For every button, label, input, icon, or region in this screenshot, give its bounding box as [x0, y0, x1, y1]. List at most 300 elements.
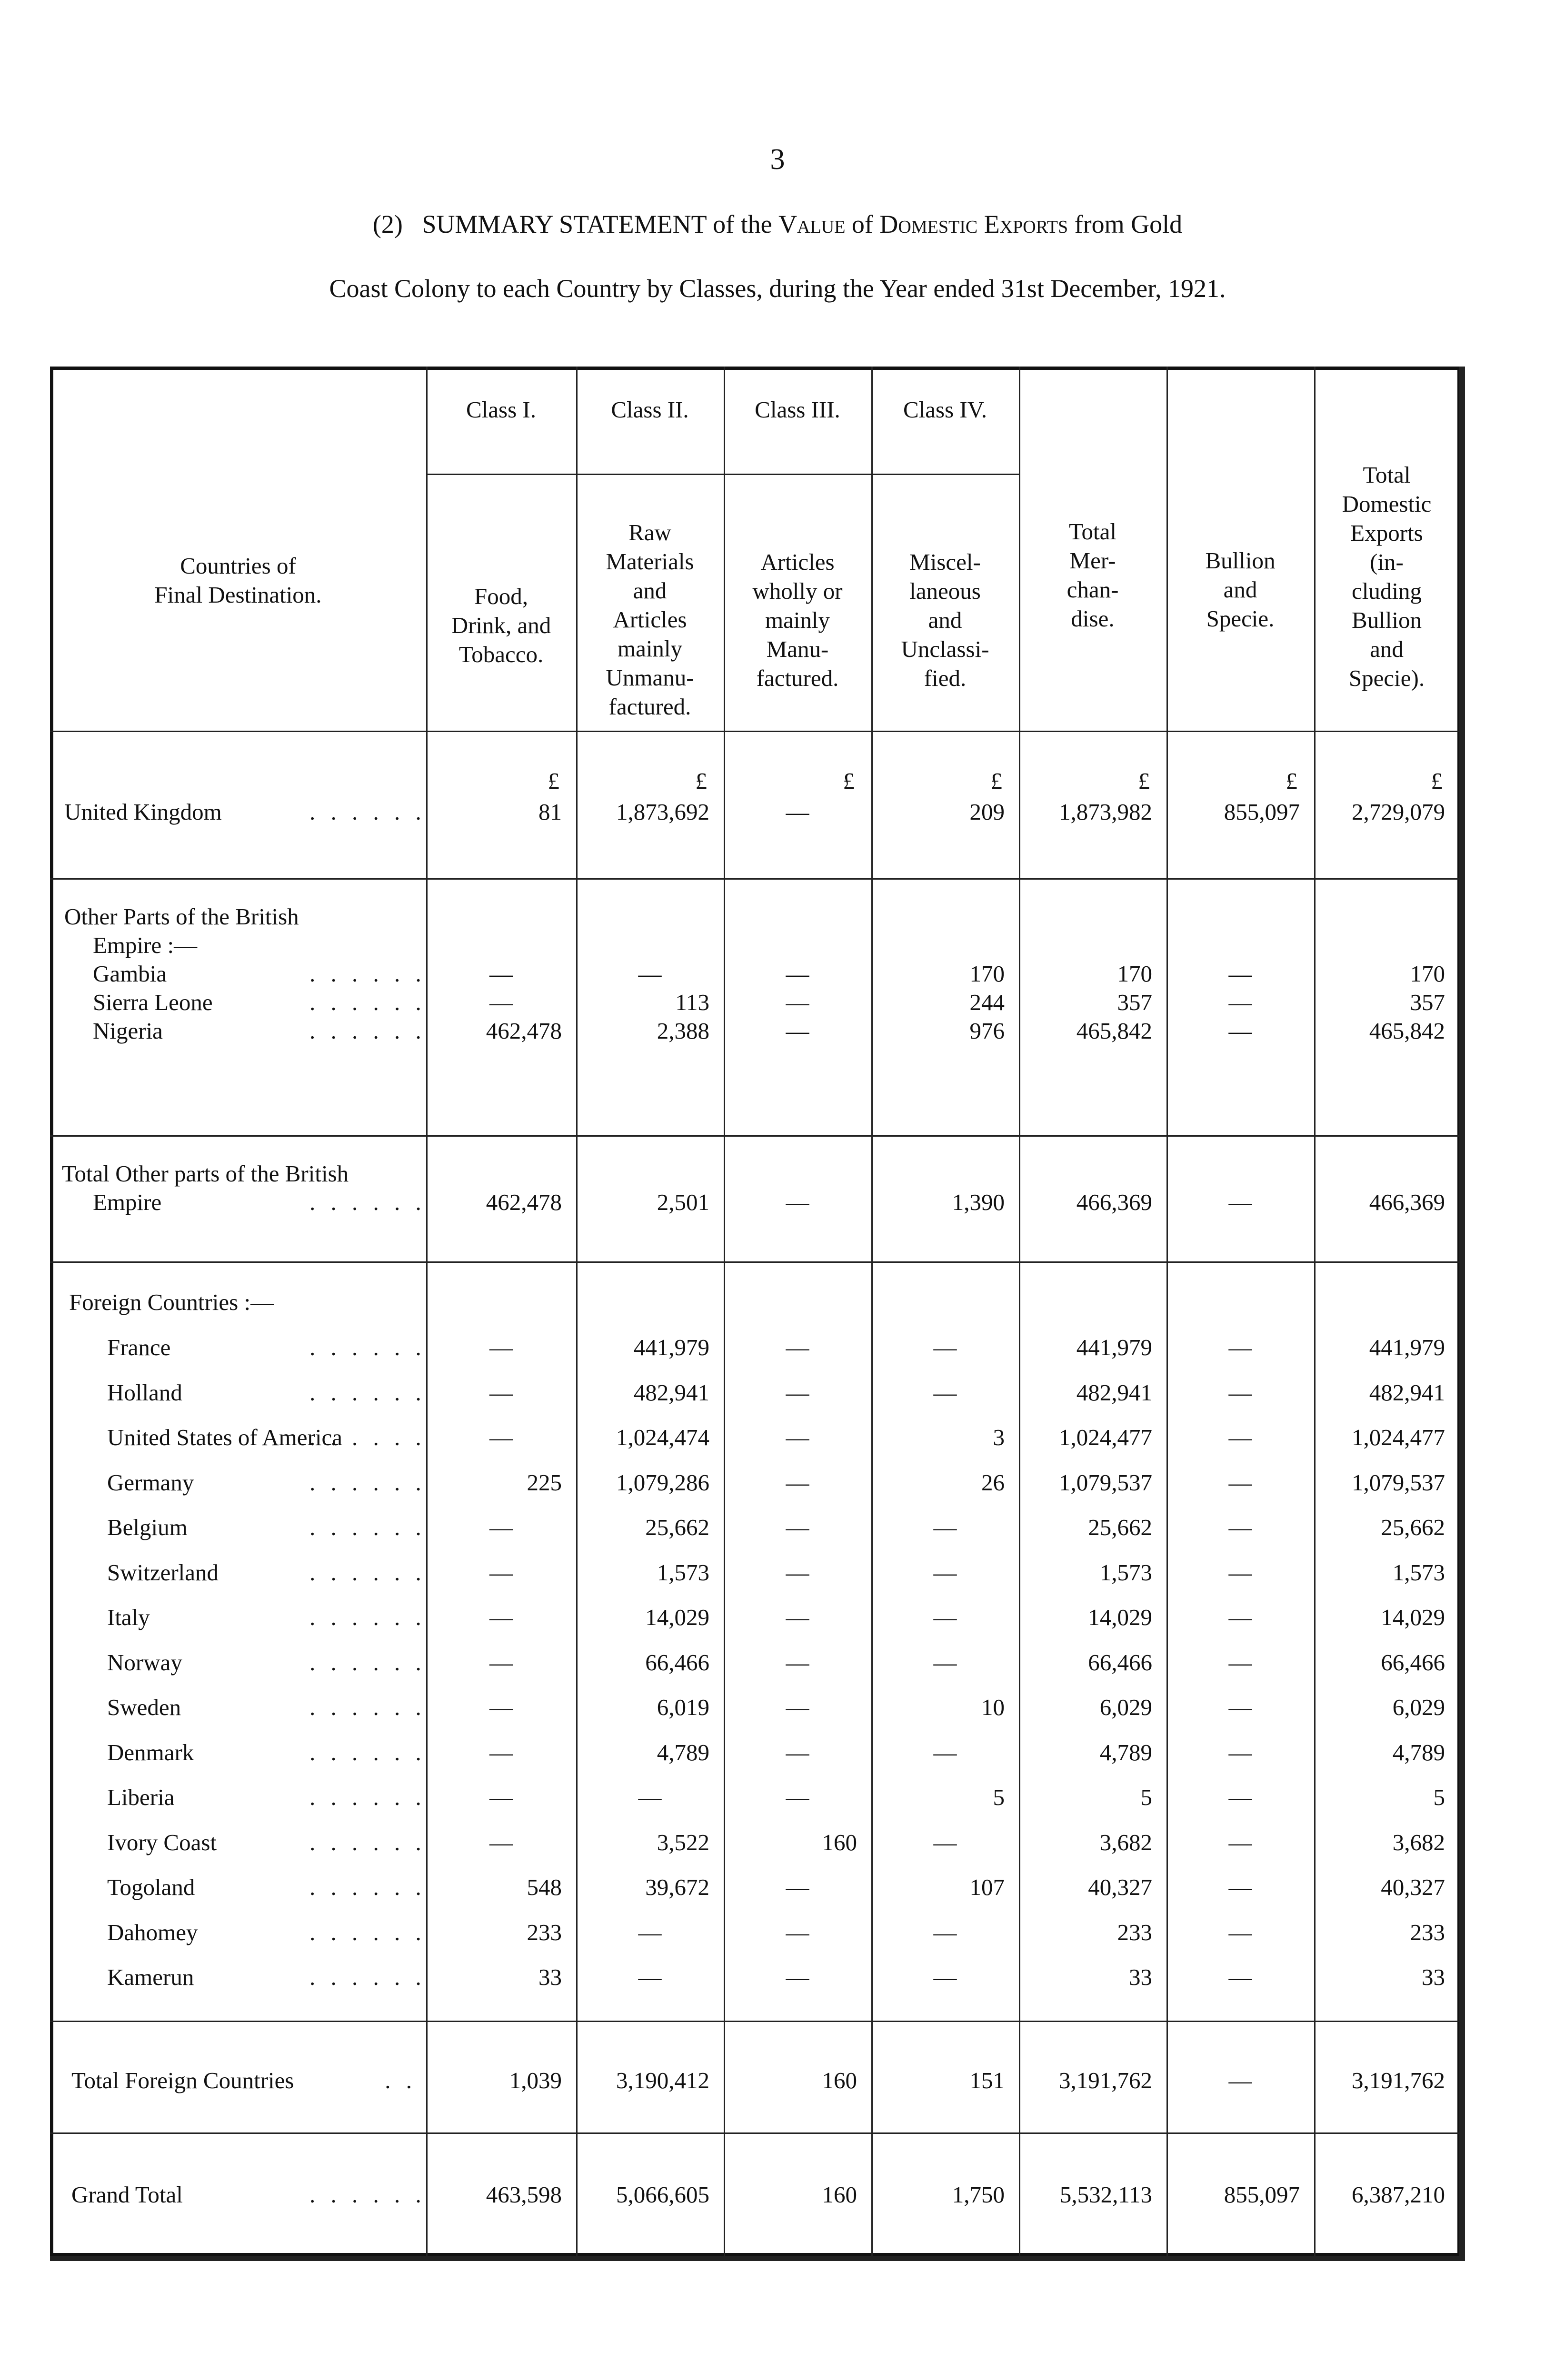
manufactured-articles-header-line: Manu-: [766, 636, 829, 662]
row-dahomey-value: 233: [1117, 1919, 1152, 1945]
row-nigeria-value: —: [786, 1018, 809, 1044]
row-belgium-value: 25,662: [1381, 1514, 1445, 1540]
total-domestic-exports-header-line: Total: [1363, 462, 1411, 488]
row-italy-value: 14,029: [645, 1604, 709, 1630]
row-belgium-text: Belgium: [107, 1514, 188, 1540]
row-nigeria-value: 465,842: [1076, 1018, 1152, 1044]
row-sierra-leone-value: 244: [969, 989, 1005, 1015]
row-denmark-value: 4,789: [657, 1739, 709, 1765]
row-france-value: —: [786, 1334, 809, 1360]
row-switzerland-value: —: [489, 1559, 513, 1586]
row-gambia-value: 170: [1117, 961, 1152, 987]
title-domestic-exports: Domestic Exports: [879, 210, 1068, 238]
leader-dots: . . . . . .: [309, 1514, 426, 1540]
leader-dots: . . . . . .: [309, 961, 426, 987]
row-france-text: France: [107, 1334, 171, 1360]
row-togoland: [107, 1873, 195, 1902]
row-united-states-of-america-value: —: [489, 1424, 513, 1450]
leader-dots: . . . . . .: [309, 1018, 426, 1044]
total-foreign-countries-value: 1,039: [509, 2067, 562, 2093]
miscellaneous-header-line: laneous: [909, 578, 981, 604]
total-merchandise-header-line: chan-: [1067, 576, 1119, 603]
row-denmark: [107, 1738, 194, 1767]
row-france: [107, 1333, 170, 1362]
leader-dots: . . . . . .: [309, 1694, 426, 1720]
row-switzerland-value: 1,573: [1392, 1559, 1445, 1586]
section-rule-2: [50, 878, 1459, 880]
total-domestic-exports-header-line: (in-: [1370, 549, 1404, 575]
bullion-specie-header: [1166, 546, 1314, 633]
row-switzerland-value: 1,573: [657, 1559, 709, 1586]
food-drink-tobacco-header-line: Food,: [474, 583, 528, 609]
grand-total-value: 463,598: [486, 2182, 562, 2208]
row-kamerun-value: —: [933, 1964, 957, 1990]
row-france-value: —: [1228, 1334, 1252, 1360]
countries-header: [50, 551, 426, 609]
row-united-kingdom-value: 855,097: [1224, 799, 1300, 825]
currency-symbol: £: [1138, 768, 1150, 794]
grand-total-label: [71, 2180, 183, 2210]
row-togoland-value: 40,327: [1088, 1874, 1152, 1900]
leader-dots: . . . . . .: [309, 2182, 426, 2208]
row-gambia: [93, 959, 167, 989]
row-switzerland-value: 1,573: [1099, 1559, 1152, 1586]
row-denmark-value: —: [786, 1739, 809, 1765]
row-sierra-leone-text: Sierra Leone: [93, 989, 213, 1015]
total-domestic-exports-header-line: Specie).: [1348, 665, 1425, 691]
row-sweden-text: Sweden: [107, 1694, 181, 1720]
leader-dots: . . . . . .: [309, 1874, 426, 1900]
grand-total-value: 160: [822, 2182, 857, 2208]
total-british-empire-value: 1,390: [952, 1189, 1005, 1215]
leader-dots: . . . . . .: [309, 1424, 426, 1450]
row-nigeria-value: —: [1228, 1018, 1252, 1044]
british-empire-heading-text: Other Parts of the British: [64, 903, 299, 930]
row-sierra-leone-value: 357: [1117, 989, 1152, 1015]
row-switzerland-value: —: [786, 1559, 809, 1586]
row-dahomey-text: Dahomey: [107, 1919, 198, 1945]
row-liberia-value: —: [489, 1784, 513, 1810]
row-switzerland-value: —: [1228, 1559, 1252, 1586]
leader-dots: . . . . . .: [309, 1379, 426, 1406]
grand-total-value: 855,097: [1224, 2182, 1300, 2208]
row-liberia-value: —: [1228, 1784, 1252, 1810]
row-holland-value: —: [786, 1379, 809, 1406]
row-ivory-coast-value: 3,522: [657, 1829, 709, 1855]
row-france-value: —: [489, 1334, 513, 1360]
title-prefix: (2): [372, 210, 403, 238]
row-dahomey-value: 233: [527, 1919, 562, 1945]
row-france-value: 441,979: [1369, 1334, 1445, 1360]
row-ivory-coast-value: 3,682: [1392, 1829, 1445, 1855]
row-italy-value: —: [489, 1604, 513, 1630]
total-british-empire-value: 462,478: [486, 1189, 562, 1215]
row-sierra-leone-value: —: [786, 989, 809, 1015]
row-liberia-value: —: [786, 1784, 809, 1810]
total-british-empire-value: 466,369: [1076, 1189, 1152, 1215]
row-norway-value: —: [489, 1649, 513, 1676]
miscellaneous-header-line: Miscel-: [909, 549, 981, 575]
total-merchandise-header: [1019, 517, 1166, 633]
total-domestic-exports-header-line: Bullion: [1351, 607, 1422, 633]
row-ivory-coast-value: 3,682: [1099, 1829, 1152, 1855]
row-dahomey-value: 233: [1410, 1919, 1445, 1945]
row-germany-value: 225: [527, 1469, 562, 1496]
row-united-states-of-america-value: 3: [993, 1424, 1005, 1450]
row-togoland-value: 107: [969, 1874, 1005, 1900]
row-holland: [107, 1378, 182, 1408]
row-gambia-text: Gambia: [93, 961, 167, 987]
table-border-shadow-right: [1459, 367, 1465, 2260]
miscellaneous-header-line: Unclassi-: [901, 636, 989, 662]
title-line-2: Coast Colony to each Country by Classes, during the Year ended 31st December, 1921.: [329, 274, 1226, 303]
total-british-empire-value: 466,369: [1369, 1189, 1445, 1215]
row-united-kingdom: [64, 797, 222, 827]
total-foreign-countries-label-text: Total Foreign Countries: [71, 2067, 294, 2093]
row-belgium-value: —: [933, 1514, 957, 1540]
row-norway-value: 66,466: [1381, 1649, 1445, 1676]
currency-symbol: £: [1286, 768, 1297, 794]
total-foreign-countries-value: —: [1228, 2067, 1252, 2093]
row-united-states-of-america-value: —: [786, 1424, 809, 1450]
row-kamerun-value: 33: [1129, 1964, 1152, 1990]
row-norway-text: Norway: [107, 1649, 182, 1676]
bullion-specie-header-line: Specie.: [1206, 605, 1275, 632]
leader-dots: . . . . . .: [309, 1649, 426, 1676]
row-belgium-value: 25,662: [645, 1514, 709, 1540]
row-belgium-value: —: [1228, 1514, 1252, 1540]
total-domestic-exports-header-line: Exports: [1350, 520, 1423, 546]
row-gambia-value: —: [786, 961, 809, 987]
row-gambia-value: —: [1228, 961, 1252, 987]
row-sweden: [107, 1693, 181, 1722]
row-gambia-value: 170: [1410, 961, 1445, 987]
row-denmark-value: —: [933, 1739, 957, 1765]
row-italy-value: —: [786, 1604, 809, 1630]
row-belgium: [107, 1513, 188, 1542]
grand-total-value: 5,066,605: [616, 2182, 709, 2208]
class-1-header: Class I.: [466, 397, 536, 423]
row-liberia-value: 5: [993, 1784, 1005, 1810]
total-british-empire-label: [62, 1159, 349, 1189]
row-italy-value: —: [933, 1604, 957, 1630]
row-nigeria-text: Nigeria: [93, 1018, 163, 1044]
section-rule-6: [50, 2132, 1459, 2134]
class-3-header: Class III.: [755, 397, 840, 423]
row-kamerun: [107, 1963, 194, 1992]
row-united-states-of-america-value: 1,024,474: [616, 1424, 709, 1450]
countries-header-line: Final Destination.: [154, 582, 322, 608]
total-foreign-countries-value: 160: [822, 2067, 857, 2093]
row-ivory-coast-value: —: [489, 1829, 513, 1855]
row-ivory-coast-value: 160: [822, 1829, 857, 1855]
total-foreign-countries-label: [71, 2066, 294, 2095]
row-kamerun-text: Kamerun: [107, 1964, 194, 1990]
row-dahomey-value: —: [933, 1919, 957, 1945]
row-ivory-coast-text: Ivory Coast: [107, 1829, 217, 1855]
row-norway-value: —: [933, 1649, 957, 1676]
leader-dots: . . . . . .: [309, 1189, 426, 1215]
row-united-kingdom-value: 1,873,692: [616, 799, 709, 825]
row-united-states-of-america-value: 1,024,477: [1352, 1424, 1445, 1450]
row-kamerun-value: —: [638, 1964, 662, 1990]
row-holland-value: —: [489, 1379, 513, 1406]
row-sweden-value: 10: [981, 1694, 1005, 1720]
section-rule-1: [50, 731, 1459, 732]
row-france-value: —: [933, 1334, 957, 1360]
row-switzerland-text: Switzerland: [107, 1559, 219, 1586]
row-united-kingdom-value: 1,873,982: [1059, 799, 1152, 825]
total-merchandise-header-line: Total: [1069, 518, 1116, 545]
title-summary: SUMMARY STATEMENT of the: [422, 210, 772, 238]
total-british-empire-label-text: Total Other parts of the British: [62, 1160, 349, 1187]
foreign-countries-heading-text: Foreign Countries :—: [69, 1289, 274, 1315]
section-rule-4: [50, 1261, 1459, 1263]
row-gambia-value: 170: [969, 961, 1005, 987]
exports-table: [50, 367, 1466, 2261]
row-sweden-value: —: [1228, 1694, 1252, 1720]
total-british-empire-value: —: [786, 1189, 809, 1215]
row-norway-value: 66,466: [645, 1649, 709, 1676]
miscellaneous-header: [871, 547, 1019, 693]
grand-total-value: 6,387,210: [1352, 2182, 1445, 2208]
row-holland-value: 482,941: [1076, 1379, 1152, 1406]
manufactured-articles-header-line: wholly or: [752, 578, 843, 604]
row-sierra-leone-value: —: [489, 989, 513, 1015]
row-togoland-value: 548: [527, 1874, 562, 1900]
currency-symbol: £: [1431, 768, 1443, 794]
class-header-rule: [426, 474, 1019, 475]
total-foreign-countries-value: 3,191,762: [1059, 2067, 1152, 2093]
leader-dots: . . . . . .: [309, 1964, 426, 1990]
row-dahomey-value: —: [1228, 1919, 1252, 1945]
row-togoland-value: 39,672: [645, 1874, 709, 1900]
row-denmark-value: —: [489, 1739, 513, 1765]
total-domestic-exports-header-line: cluding: [1352, 578, 1422, 604]
row-nigeria-value: 976: [969, 1018, 1005, 1044]
row-liberia-value: 5: [1140, 1784, 1152, 1810]
raw-materials-header-line: factured.: [608, 694, 691, 720]
row-sweden-value: 6,029: [1099, 1694, 1152, 1720]
row-norway-value: —: [1228, 1649, 1252, 1676]
total-domestic-exports-header-line: Domestic: [1342, 491, 1432, 517]
leader-dots: . . . . . .: [309, 1919, 426, 1945]
row-kamerun-value: —: [1228, 1964, 1252, 1990]
row-united-kingdom-value: 2,729,079: [1352, 799, 1445, 825]
row-holland-value: —: [1228, 1379, 1252, 1406]
total-british-empire-label-2: [93, 1188, 161, 1217]
row-switzerland-value: —: [933, 1559, 957, 1586]
row-togoland-value: —: [786, 1874, 809, 1900]
raw-materials-header-line: Materials: [606, 548, 694, 575]
currency-symbol: £: [695, 768, 707, 794]
row-france-value: 441,979: [1076, 1334, 1152, 1360]
grand-total-value: 1,750: [952, 2182, 1005, 2208]
row-sierra-leone-value: 113: [675, 989, 709, 1015]
leader-dots: . . . . . .: [309, 1469, 426, 1496]
row-norway: [107, 1648, 182, 1677]
row-united-states-of-america-value: —: [1228, 1424, 1252, 1450]
row-sweden-value: 6,019: [657, 1694, 709, 1720]
row-nigeria-value: 2,388: [657, 1018, 709, 1044]
raw-materials-header-line: Raw: [628, 519, 671, 545]
row-germany-value: 26: [981, 1469, 1005, 1496]
row-sierra-leone-value: —: [1228, 989, 1252, 1015]
row-liberia-value: 5: [1433, 1784, 1445, 1810]
total-british-empire-label-2-text: Empire: [93, 1189, 162, 1215]
row-gambia-value: —: [638, 961, 662, 987]
total-british-empire-value: —: [1228, 1189, 1252, 1215]
british-empire-heading-2-text: Empire :—: [93, 932, 198, 958]
page-number: 3: [770, 143, 785, 176]
row-togoland-text: Togoland: [107, 1874, 195, 1900]
total-domestic-exports-header-line: and: [1370, 636, 1404, 662]
title-from-gold: from Gold: [1074, 210, 1183, 238]
row-germany-value: 1,079,537: [1059, 1469, 1152, 1496]
row-ivory-coast-value: —: [1228, 1829, 1252, 1855]
miscellaneous-header-line: fied.: [924, 665, 967, 691]
total-domestic-exports-header: [1314, 460, 1459, 693]
row-germany-value: 1,079,286: [616, 1469, 709, 1496]
manufactured-articles-header-line: factured.: [756, 665, 839, 691]
currency-symbol: £: [990, 768, 1002, 794]
row-dahomey-value: —: [638, 1919, 662, 1945]
row-sweden-value: 6,029: [1392, 1694, 1445, 1720]
total-foreign-countries-value: 3,191,762: [1352, 2067, 1445, 2093]
raw-materials-header-line: mainly: [617, 635, 683, 662]
raw-materials-header-line: and: [633, 577, 667, 604]
bullion-specie-header-line: and: [1223, 576, 1257, 603]
row-nigeria: [93, 1016, 163, 1046]
row-germany-value: 1,079,537: [1352, 1469, 1445, 1496]
row-united-states-of-america-value: 1,024,477: [1059, 1424, 1152, 1450]
title-value-word: Value: [778, 210, 846, 238]
row-belgium-value: —: [489, 1514, 513, 1540]
row-holland-value: 482,941: [633, 1379, 709, 1406]
row-holland-value: —: [933, 1379, 957, 1406]
row-germany-text: Germany: [107, 1469, 194, 1496]
row-germany-value: —: [1228, 1469, 1252, 1496]
british-empire-heading-2: [93, 931, 197, 960]
raw-materials-header-line: Articles: [613, 606, 687, 633]
row-germany: [107, 1468, 194, 1497]
leader-dots: . . . . . .: [309, 1784, 426, 1810]
currency-symbol: £: [843, 768, 855, 794]
class-2-header: Class II.: [611, 397, 689, 423]
row-ivory-coast-value: —: [933, 1829, 957, 1855]
countries-header-line: Countries of: [180, 553, 296, 579]
row-united-kingdom-text: United Kingdom: [64, 799, 222, 825]
row-italy-text: Italy: [107, 1604, 150, 1630]
manufactured-articles-header-line: mainly: [765, 607, 830, 633]
leader-dots: . . . . . .: [309, 1559, 426, 1586]
foreign-countries-heading: [69, 1288, 274, 1317]
row-denmark-value: —: [1228, 1739, 1252, 1765]
row-denmark-text: Denmark: [107, 1739, 194, 1765]
row-united-states-of-america: [107, 1423, 342, 1452]
row-liberia-value: —: [638, 1784, 662, 1810]
section-rule-5: [50, 2021, 1459, 2022]
row-nigeria-value: 462,478: [486, 1018, 562, 1044]
row-nigeria-value: 465,842: [1369, 1018, 1445, 1044]
row-italy-value: 14,029: [1381, 1604, 1445, 1630]
row-liberia: [107, 1783, 174, 1812]
food-drink-tobacco-header-line: Drink, and: [451, 612, 551, 638]
row-belgium-value: —: [786, 1514, 809, 1540]
row-kamerun-value: 33: [1422, 1964, 1445, 1990]
grand-total-value: 5,532,113: [1059, 2182, 1152, 2208]
row-liberia-text: Liberia: [107, 1784, 175, 1810]
manufactured-articles-header-line: Articles: [760, 549, 835, 575]
miscellaneous-header-line: and: [928, 607, 962, 633]
row-kamerun-value: 33: [538, 1964, 562, 1990]
row-sierra-leone: [93, 988, 213, 1017]
row-italy-value: —: [1228, 1604, 1252, 1630]
leader-dots: . . . . . .: [309, 1334, 426, 1360]
leader-dots: . . . . . .: [309, 989, 426, 1015]
food-drink-tobacco-header-line: Tobacco.: [459, 641, 544, 667]
total-british-empire-value: 2,501: [657, 1189, 709, 1215]
row-holland-text: Holland: [107, 1379, 182, 1406]
row-denmark-value: 4,789: [1392, 1739, 1445, 1765]
row-gambia-value: —: [489, 961, 513, 987]
table-border-shadow-bottom: [50, 2256, 1465, 2261]
row-denmark-value: 4,789: [1099, 1739, 1152, 1765]
leader-dots: . . . . . .: [309, 1604, 426, 1630]
row-norway-value: —: [786, 1649, 809, 1676]
row-sweden-value: —: [489, 1694, 513, 1720]
leader-dots: . .: [385, 2067, 417, 2093]
row-italy: [107, 1603, 150, 1632]
row-united-kingdom-value: 81: [538, 799, 562, 825]
row-switzerland: [107, 1558, 219, 1587]
row-dahomey-value: —: [786, 1919, 809, 1945]
leader-dots: . . . . . .: [309, 1739, 426, 1765]
row-holland-value: 482,941: [1369, 1379, 1445, 1406]
row-france-value: 441,979: [633, 1334, 709, 1360]
total-foreign-countries-value: 3,190,412: [616, 2067, 709, 2093]
row-ivory-coast: [107, 1828, 217, 1857]
currency-symbol: £: [548, 768, 559, 794]
row-united-kingdom-value: —: [786, 799, 809, 825]
row-united-kingdom-value: 209: [969, 799, 1005, 825]
row-kamerun-value: —: [786, 1964, 809, 1990]
row-belgium-value: 25,662: [1088, 1514, 1152, 1540]
row-germany-value: —: [786, 1469, 809, 1496]
food-drink-tobacco-header: [426, 582, 576, 669]
row-dahomey: [107, 1918, 198, 1947]
row-italy-value: 14,029: [1088, 1604, 1152, 1630]
grand-total-label-text: Grand Total: [71, 2182, 183, 2208]
total-merchandise-header-line: dise.: [1071, 605, 1115, 632]
manufactured-articles-header: [724, 547, 871, 693]
total-merchandise-header-line: Mer-: [1069, 547, 1116, 574]
row-sweden-value: —: [786, 1694, 809, 1720]
title-line-1: [0, 209, 1555, 239]
raw-materials-header-line: Unmanu-: [606, 664, 694, 691]
leader-dots: . . . . . .: [309, 799, 426, 825]
raw-materials-header: [576, 518, 724, 721]
row-togoland-value: 40,327: [1381, 1874, 1445, 1900]
class-4-header: Class IV.: [903, 397, 987, 423]
bullion-specie-header-line: Bullion: [1205, 547, 1276, 574]
title-of-word: of: [851, 210, 873, 238]
row-togoland-value: —: [1228, 1874, 1252, 1900]
row-united-states-of-america-text: United States of America: [107, 1424, 342, 1450]
row-sierra-leone-value: 357: [1410, 989, 1445, 1015]
british-empire-heading: [64, 902, 299, 932]
total-foreign-countries-value: 151: [969, 2067, 1005, 2093]
